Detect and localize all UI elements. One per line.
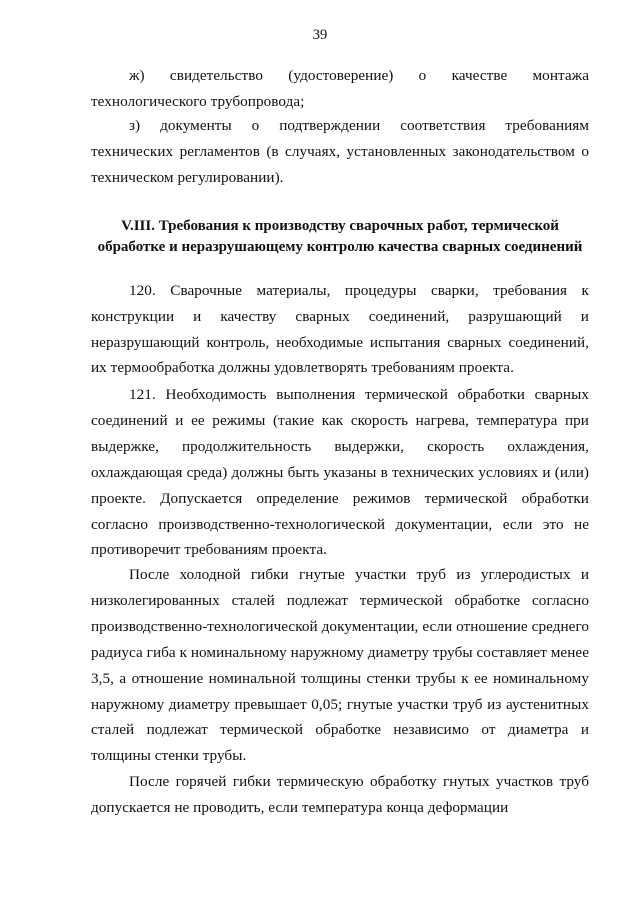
paragraph-120: 120. Сварочные материалы, процедуры сварки, требования к конструкции и качеству сварных соединений, разрушающий и неразрушающий контроль, необходимые испытания сварных соединений, их термообработка должны удовлетворять требованиям проекта. xyxy=(91,282,589,377)
cold-bend-block xyxy=(91,562,589,769)
paragraph-121: 121. Необходимость выполнения термической обработки сварных соединений и ее режимы (такие как скорость нагрева, температура при выдержке, продолжительность выдержки, скорость охлаждения, охлаждающая среда) должны быть указаны в технических условиях и (или) проекте. Допускается определение режимов термической обработки согласно производственно-технологической документации, если это не противоречит требованиям проекта. xyxy=(91,386,589,559)
paragraph-120-block xyxy=(91,278,589,381)
item-zh-paragraph: ж) свидетельство (удостоверение) о качестве монтажа технологического трубопровода; xyxy=(91,67,589,110)
cold-bend-paragraph: После холодной гибки гнутые участки труб из углеродистых и низколегированных сталей подлежат термической обработке согласно производственно-технологической документации, если отношение среднего радиуса гиба к номинальному наружному диаметру трубы составляет менее 3,5, а отношение номинальной толщины стенки трубы к ее номинальному наружному диаметру превышает 0,05; гнутые участки труб из аустенитных сталей подлежат термической обработке независимо от диаметра и толщины стенки трубы. xyxy=(91,566,589,765)
hot-bend-paragraph: После горячей гибки термическую обработку гнутых участков труб допускается не проводить, если температура конца деформации xyxy=(91,773,589,817)
hot-bend-block xyxy=(91,769,589,821)
page-number: 39 xyxy=(312,27,328,43)
paragraph-121-block xyxy=(91,382,589,563)
item-z-paragraph: з) документы о подтверждении соответствия требованиям технических регламентов (в случаях, установленных законодательством о техническом регулировании). xyxy=(91,117,589,187)
item-zh-block xyxy=(91,63,589,115)
section-heading: V.III. Требования к производству сварочных работ, термической обработке и неразрушающему контролю качества сварных соединений xyxy=(97,218,583,255)
item-z-block xyxy=(91,113,589,192)
